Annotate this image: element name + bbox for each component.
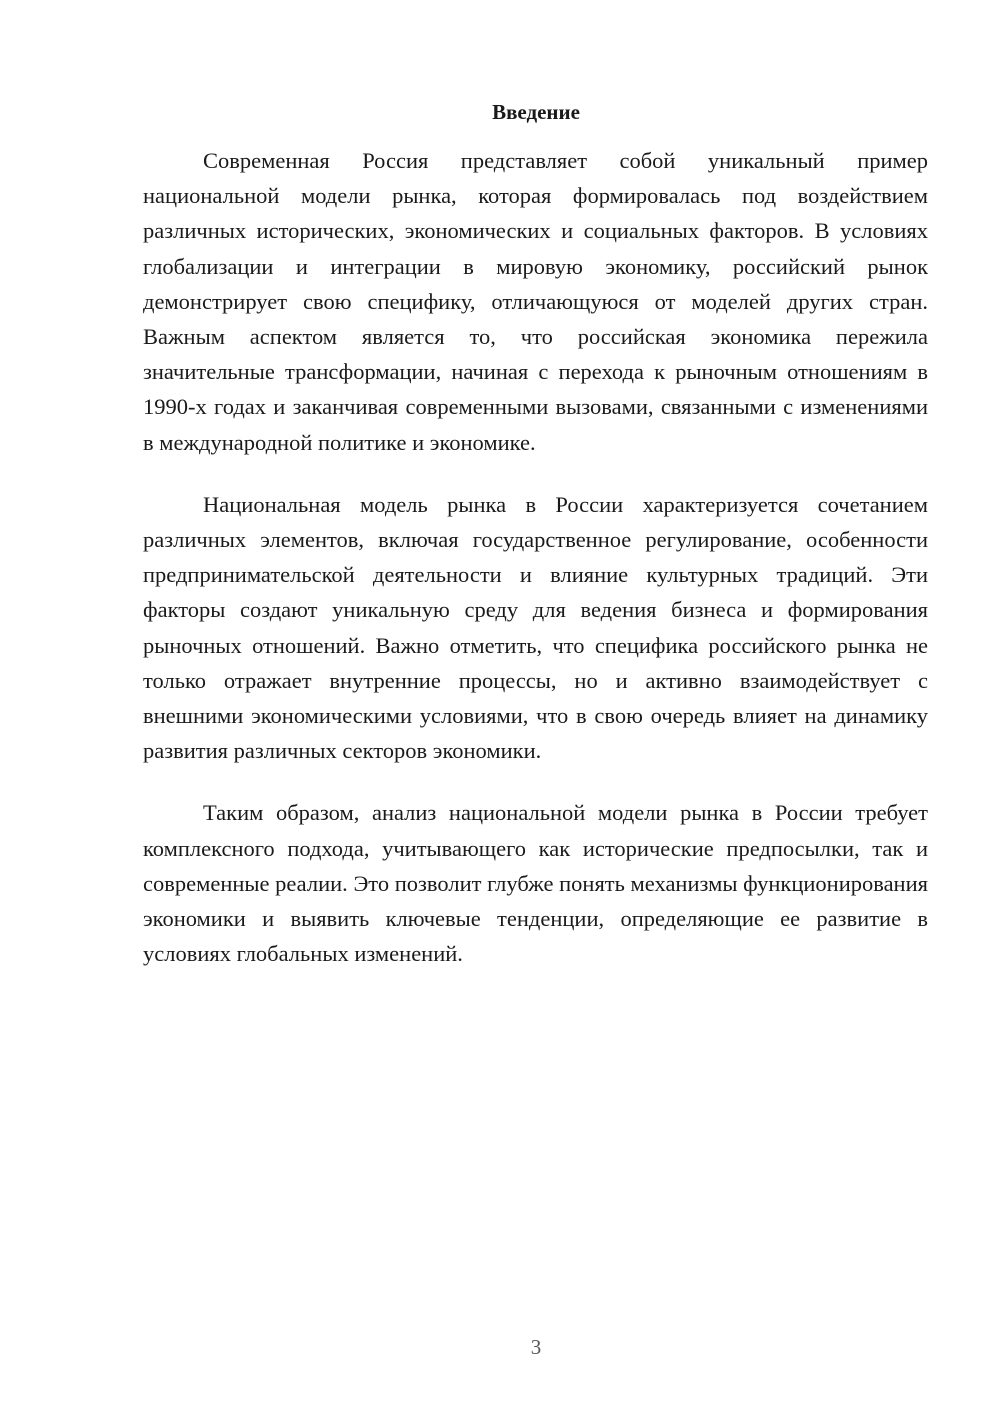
section-title: Введение (492, 100, 580, 124)
paragraph-1: Современная Россия представляет собой уникальный пример национальной модели рынка, которая формировалась под воздействием различных исторических, экономических и социальных факторов. В условиях глобализации и интеграции в мировую экономику, российский рынок демонстрирует свою специфику, отличающуюся от моделей других стран. Важным аспектом является то, что российская экономика пережила значительные трансформации, начиная с перехода к рыночным отношениям в 1990-х годах и заканчивая современными вызовами, связанными с изменениями в международной политике и экономике. (143, 148, 928, 455)
body-text (143, 143, 928, 971)
paragraph-3: Таким образом, анализ национальной модели рынка в России требует комплексного подхода, учитывающего как исторические предпосылки, так и современные реалии. Это позволит глубже понять механизмы функционирования экономики и выявить ключевые тенденции, определяющие ее развитие в условиях глобальных изменений. (143, 800, 928, 967)
page-number: 3 (530, 1335, 542, 1359)
paragraph-2: Национальная модель рынка в России характеризуется сочетанием различных элементов, включая государственное регулирование, особенности предпринимательской деятельности и влияние культурных традиций. Эти факторы создают уникальную среду для ведения бизнеса и формирования рыночных отношений. Важно отметить, что специфика российского рынка не только отражает внутренние процессы, но и активно взаимодействует с внешними экономическими условиями, что в свою очередь влияет на динамику развития различных секторов экономики. (143, 491, 928, 764)
